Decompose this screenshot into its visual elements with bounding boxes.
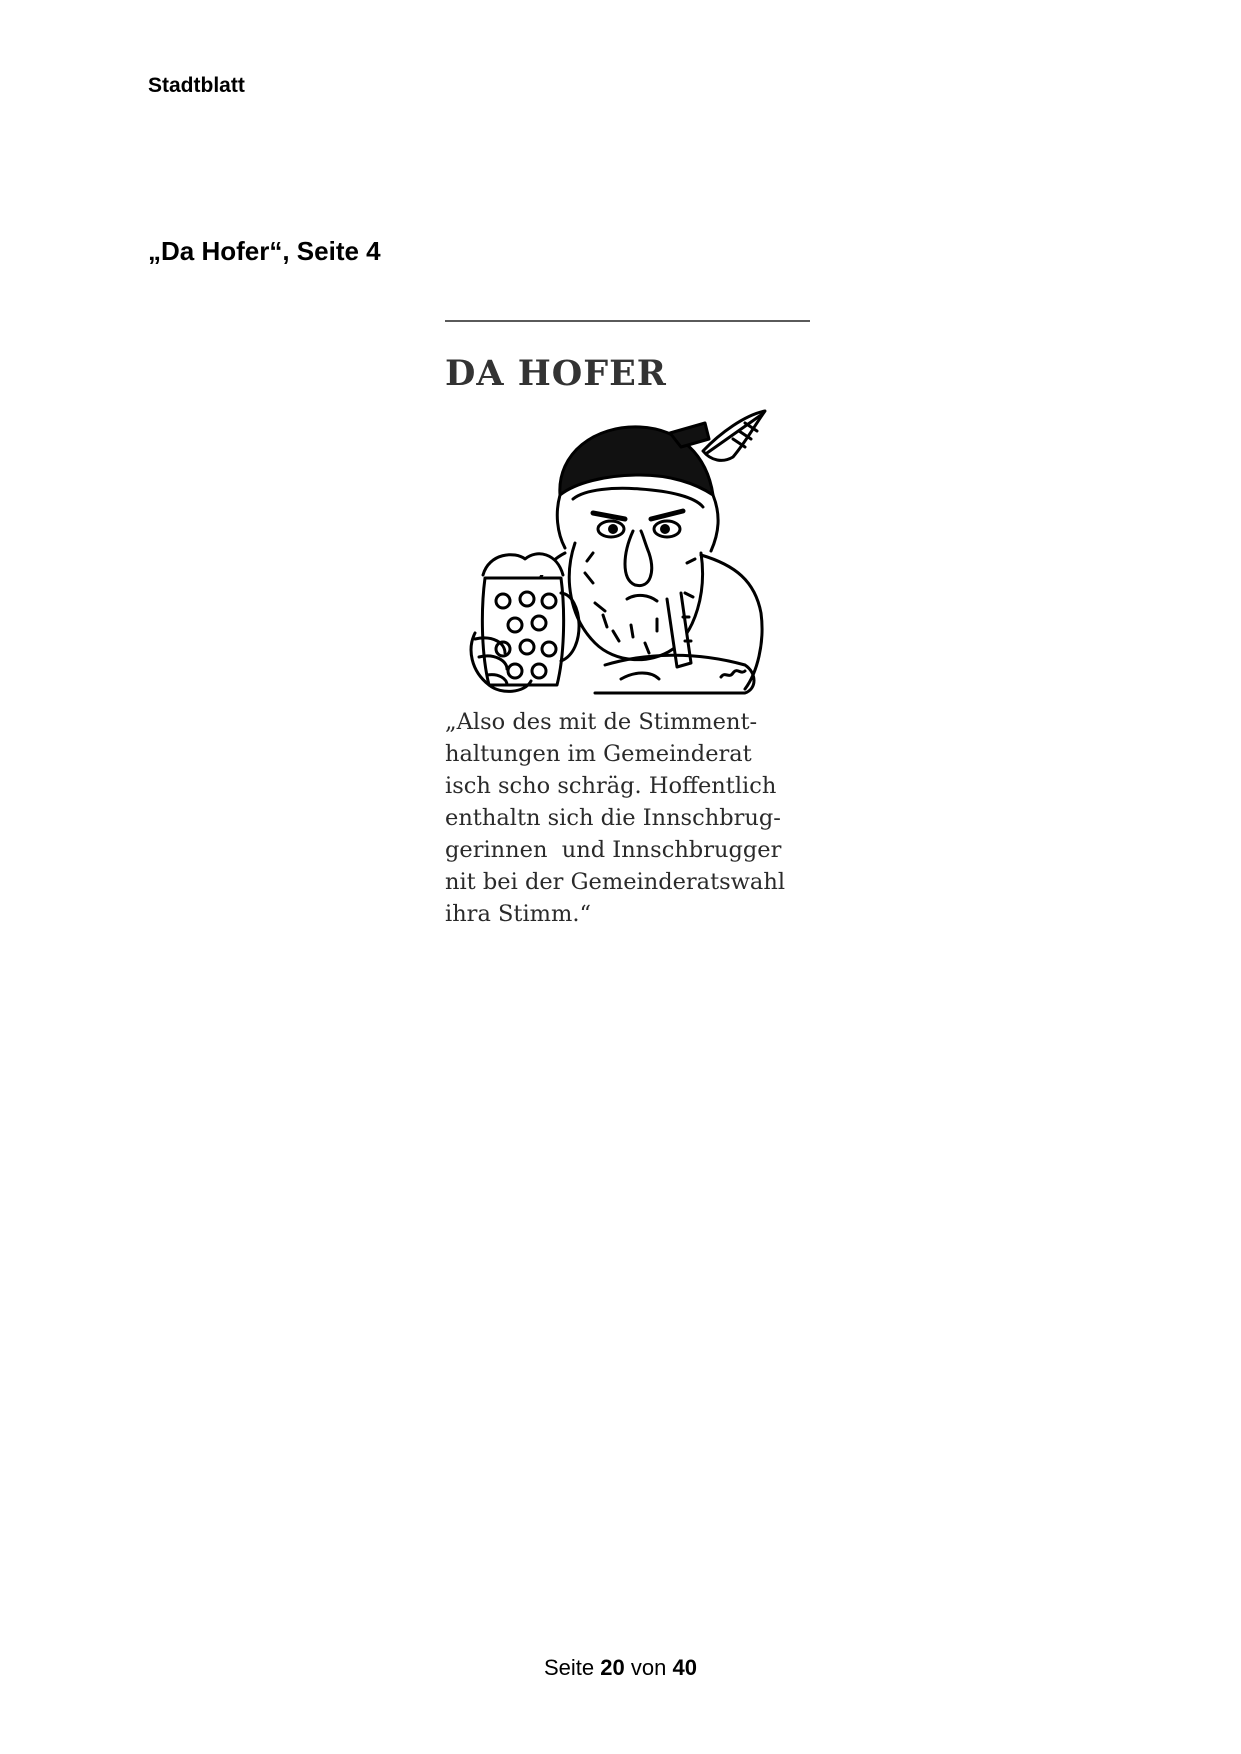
current-page-number: 20 [600,1655,625,1680]
publication-name: Stadtblatt [148,74,245,97]
page-label: Seite [544,1655,595,1680]
page-footer [0,1655,1241,1681]
total-pages-number: 40 [672,1655,697,1680]
quote-line: ihra Stimm.“ [445,901,591,927]
page-of-label: von [630,1655,667,1680]
quote-text [445,706,811,930]
quote-line: enthaltn sich die Innschbrug- [445,805,781,831]
section-title: „Da Hofer“, Seite 4 [148,236,381,266]
quote-line: „Also des mit de Stimment- [445,709,758,735]
quote-line: haltungen im Gemeinderat [445,741,752,767]
cartoon-illustration [445,403,811,695]
quote-line: isch scho schräg. Hoffentlich [445,773,777,799]
column-heading: DA HOFER [445,353,667,394]
top-rule [445,320,810,322]
newspaper-clipping [445,320,811,930]
quote-line: nit bei der Gemeinderatswahl [445,869,786,895]
quote-line: gerinnen und Innschbrugger [445,837,782,863]
